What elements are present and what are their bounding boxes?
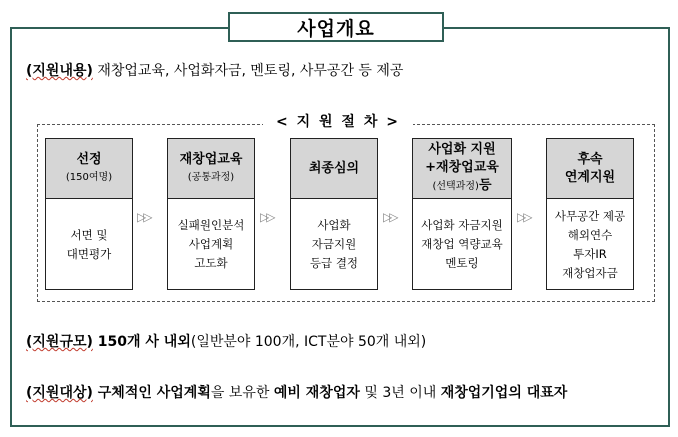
- procedure-title: < 지 원 절 차 >: [263, 112, 413, 132]
- step-head: 후속 연계지원: [547, 139, 633, 199]
- support-content-text: 재창업교육, 사업화자금, 멘토링, 사무공간 등 제공: [92, 63, 404, 79]
- support-target-line: (지원대상) 구체적인 사업계획을 보유한 예비 재창업자 및 3년 이내 재창업기업의 대표자: [26, 385, 568, 401]
- arrow-icon: ▷▷: [383, 210, 396, 224]
- support-scale-line: [26, 331, 426, 351]
- step-head: 재창업교육 (공통과정): [168, 139, 254, 199]
- step-body: 서면 및 대면평가: [66, 227, 112, 261]
- step-reentry-education: [167, 138, 255, 290]
- step-head: 선정 (150여명): [46, 139, 132, 199]
- page-title: 사업개요: [228, 12, 444, 42]
- support-target-label: (지원대상): [26, 385, 93, 401]
- step-commercialization-support: [412, 138, 512, 290]
- step-head: 최종심의: [291, 139, 377, 199]
- support-content-label: (지원내용): [26, 63, 93, 79]
- step-body: 사업화 자금지원 등급 결정: [309, 218, 359, 270]
- step-selection: [45, 138, 133, 290]
- support-scale-detail: (일반분야 100개, ICT분야 50개 내외): [190, 334, 427, 350]
- support-scale-count: 150개 사 내외: [92, 334, 191, 350]
- step-body: 사업화 자금지원 재창업 역량교육 멘토링: [421, 218, 503, 270]
- step-body: 사무공간 제공 해외연수 투자IR 재창업자금: [554, 208, 626, 280]
- support-scale-label: (지원규모): [26, 334, 93, 350]
- step-final-review: [290, 138, 378, 290]
- step-follow-up-support: [546, 138, 634, 290]
- arrow-icon: ▷▷: [137, 210, 150, 224]
- support-content-line: [26, 60, 403, 80]
- arrow-icon: ▷▷: [260, 210, 273, 224]
- arrow-icon: ▷▷: [517, 210, 530, 224]
- step-body: 실패원인분석 사업계획 고도화: [177, 218, 245, 270]
- step-head: 사업화 지원 +재창업교육 (선택과정)등: [413, 139, 511, 199]
